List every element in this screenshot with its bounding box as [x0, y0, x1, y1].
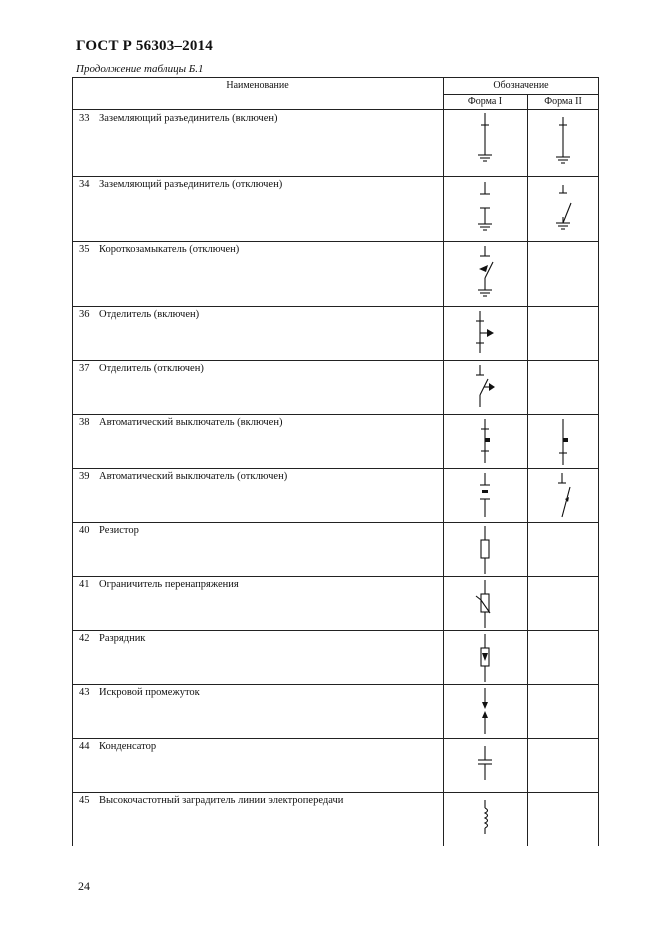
row-separator — [72, 576, 599, 577]
grounding-disconnector-closed-form2-icon — [553, 117, 573, 167]
table-row — [79, 579, 239, 590]
row-separator — [72, 241, 599, 242]
row-number: 41 — [79, 579, 90, 590]
table-row — [79, 633, 145, 644]
spark-gap-icon — [475, 688, 495, 736]
row-number: 44 — [79, 741, 90, 752]
hf-line-trap-icon — [475, 796, 495, 844]
column-header-name: Наименование — [226, 80, 289, 91]
table-row — [79, 113, 277, 124]
row-separator — [72, 792, 599, 793]
table-continuation-caption: Продолжение таблицы Б.1 — [76, 63, 204, 75]
row-number: 35 — [79, 244, 90, 255]
page-number: 24 — [78, 879, 90, 893]
row-label: Автоматический выключатель (включен) — [99, 417, 283, 428]
column-divider-forms — [527, 94, 528, 846]
row-label: Отделитель (включен) — [99, 309, 200, 320]
table-row — [79, 471, 287, 482]
row-number: 37 — [79, 363, 90, 374]
document-title: ГОСТ Р 56303–2014 — [76, 38, 213, 54]
table-row — [79, 687, 200, 698]
table-right-border — [598, 77, 599, 846]
table-left-border — [72, 77, 73, 846]
circuit-breaker-open-icon — [475, 471, 495, 521]
row-number: 42 — [79, 633, 90, 644]
resistor-icon — [475, 526, 495, 574]
row-number: 38 — [79, 417, 90, 428]
row-label: Разрядник — [99, 633, 146, 644]
row-separator — [72, 360, 599, 361]
designation-subheader-line — [443, 94, 599, 95]
row-separator — [72, 738, 599, 739]
row-label: Ограничитель перенапряжения — [99, 579, 239, 590]
table-row — [79, 525, 139, 536]
table-top-border — [72, 77, 599, 78]
row-label: Заземляющий разъединитель (отключен) — [99, 179, 283, 190]
grounding-disconnector-closed-icon — [475, 113, 495, 165]
row-number: 36 — [79, 309, 90, 320]
row-number: 39 — [79, 471, 90, 482]
table-row — [79, 363, 204, 374]
row-number: 33 — [79, 113, 90, 124]
row-label: Высокочастотный заградитель линии электропередачи — [99, 795, 344, 806]
arrester-icon — [475, 634, 495, 682]
row-number: 43 — [79, 687, 90, 698]
column-divider-name — [443, 77, 444, 846]
symbols-table — [72, 77, 599, 846]
row-number: 45 — [79, 795, 90, 806]
row-number: 40 — [79, 525, 90, 536]
row-label: Конденсатор — [99, 741, 157, 752]
row-separator — [72, 176, 599, 177]
table-row — [79, 795, 343, 806]
circuit-breaker-closed-icon — [475, 417, 495, 467]
table-row — [79, 179, 282, 190]
table-row — [79, 417, 282, 428]
separator-open-icon — [472, 363, 498, 411]
row-separator — [72, 522, 599, 523]
grounding-disconnector-open-icon — [475, 180, 495, 234]
column-header-form1: Форма I — [467, 96, 503, 107]
table-row — [79, 309, 199, 320]
row-separator — [72, 468, 599, 469]
surge-limiter-icon — [473, 580, 497, 628]
circuit-breaker-closed-form2-icon — [553, 419, 573, 469]
row-label: Искровой промежуток — [99, 687, 200, 698]
header-bottom-border — [72, 109, 599, 110]
row-separator — [72, 414, 599, 415]
row-label: Резистор — [99, 525, 139, 536]
row-label: Отделитель (отключен) — [99, 363, 204, 374]
separator-closed-icon — [472, 309, 498, 357]
table-row — [79, 741, 156, 752]
row-separator — [72, 684, 599, 685]
short-circuiter-open-icon — [473, 244, 497, 300]
row-number: 34 — [79, 179, 90, 190]
column-header-designation: Обозначение — [493, 80, 549, 91]
circuit-breaker-open-form2-icon — [552, 473, 574, 521]
capacitor-icon — [475, 742, 495, 788]
row-separator — [72, 306, 599, 307]
row-separator — [72, 630, 599, 631]
grounding-disconnector-open-form2-icon — [553, 183, 575, 235]
row-label: Заземляющий разъединитель (включен) — [99, 113, 278, 124]
row-label: Короткозамыкатель (отключен) — [99, 244, 240, 255]
column-header-form2: Форма II — [544, 96, 582, 107]
table-row — [79, 244, 239, 255]
row-label: Автоматический выключатель (отключен) — [99, 471, 288, 482]
